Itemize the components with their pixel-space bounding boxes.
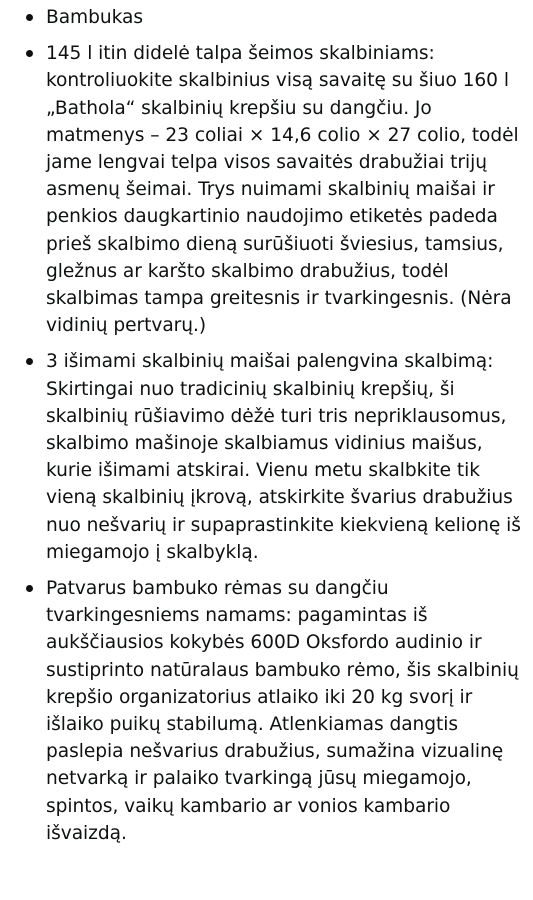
bullet-dot-icon — [26, 50, 33, 57]
feature-bullet-removable-bags — [0, 348, 533, 566]
feature-bullet-text: 3 išimami skalbinių maišai palengvina skalbimą: Skirtingai nuo tradicinių skalbinių krepšių, ši skalbinių rūšiavimo dėžė turi tris nepriklausomus, skalbimo mašinoje skalbiamus vidinius maišus, kurie išimami atskirai. Vienu metu skalbkite tik vieną skalbinių įkrovą, atskirkite švarius drabužius nuo nešvarių ir supaprastinkite kiekvieną kelionę iš miegamojo į skalbyklą. — [46, 351, 521, 563]
feature-bullet-list — [0, 4, 533, 856]
feature-bullet-text: Bambukas — [46, 7, 143, 28]
feature-bullet-text: 145 l itin didelė talpa šeimos skalbiniams: kontroliuokite skalbinius visą savaitę su šiuo 160 l „Bathola“ skalbinių krepšiu su dangčiu. Jo matmenys – 23 coliai × 14,6 colio × 27 colio, todėl jame lengvai telpa visos savaitės drabužiai trijų asmenų šeimai. Trys nuimami skalbinių maišai ir penkios daugkartinio naudojimo etiketės padeda prieš skalbimo dieną surūšiuoti šviesius, tamsius, gležnus ar karšto skalbimo drabužius, todėl skalbimas tampa greitesnis ir tvarkingesnis. (Nėra vidinių pertvarų.) — [46, 43, 519, 337]
bullet-dot-icon — [26, 14, 33, 21]
feature-bullet-material — [0, 4, 533, 31]
bullet-dot-icon — [26, 358, 33, 365]
feature-bullet-text: Patvarus bambuko rėmas su dangčiu tvarkingesniems namams: pagamintas iš aukščiausios kokybės 600D Oksfordo audinio ir sustiprinto natūralaus bambuko rėmo, šis skalbinių krepšio organizatorius atlaiko iki 20 kg svorį ir išlaiko puikų stabilumą. Atlenkiamas dangtis paslepia nešvarius drabužius, sumažina vizualinę netvarką ir palaiko tvarkingą jūsų miegamojo, spintos, vaikų kambario ar vonios kambario išvaizdą. — [46, 578, 519, 844]
feature-bullet-bamboo-frame — [0, 575, 533, 847]
bullet-dot-icon — [26, 585, 33, 592]
feature-bullet-capacity — [0, 40, 533, 339]
